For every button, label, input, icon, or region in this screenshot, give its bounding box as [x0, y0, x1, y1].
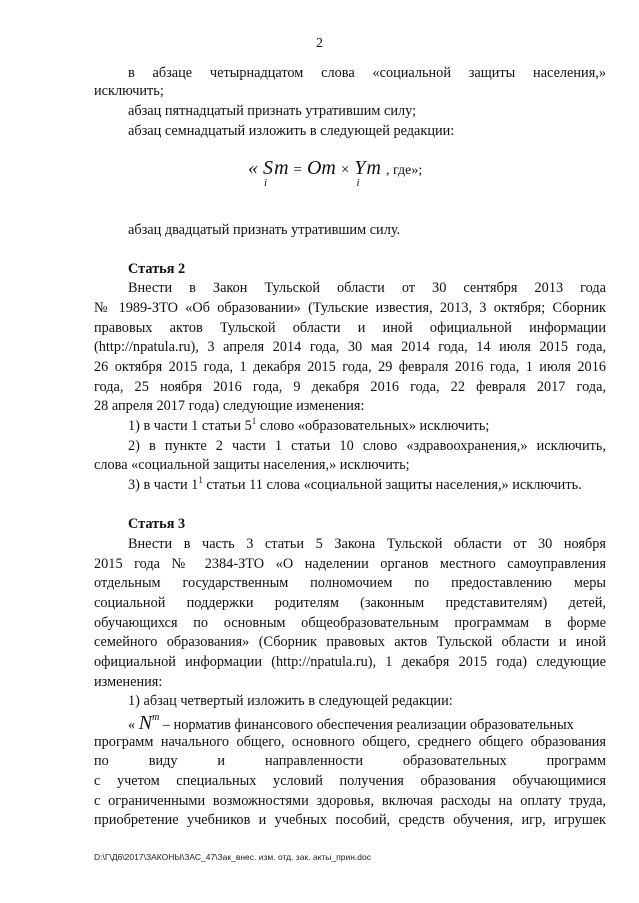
text-line: 2015 года № 2384-ЗТО «О наделении органов местного самоуправления — [94, 556, 606, 572]
text-line: 2) в пункте 2 части 1 статьи 10 слово «здравоохранения,» исключить, — [128, 438, 606, 454]
text-line: приобретение учебников и учебных пособий, средств обучения, игр, игрушек — [94, 812, 606, 828]
text-line: 26 октября 2015 года, 1 декабря 2015 года, 29 февраля 2016 года, 1 июля 2016 — [94, 359, 606, 375]
text-line: официальной информации (http://npatula.ru), 1 декабря 2015 года) следующие — [94, 654, 606, 670]
formula-s: S — [263, 157, 273, 179]
nm-letter: N — [138, 712, 153, 734]
article-heading: Статья 2 — [128, 261, 186, 277]
page-number: 2 — [316, 36, 323, 51]
text-line: обучающихся по основным общеобразовательным программам в форме — [94, 615, 606, 631]
text-line: абзац семнадцатый изложить в следующей редакции: — [128, 123, 455, 139]
text-line: 1) в части 1 статьи $5^1$ слово «образовательных» исключить; — [128, 416, 490, 434]
formula-open-quote: « — [248, 157, 258, 179]
text-line: социальной поддержки родителям (законным представителям) детей, — [94, 595, 606, 611]
text-line: семейного образования» (Сборник правовых актов Тульской области и иной — [94, 634, 606, 650]
text-line: слова «социальной защиты населения,» исключить; — [94, 457, 410, 473]
nm-open-quote: « — [128, 717, 136, 733]
text-line: абзац пятнадцатый признать утратившим силу; — [128, 103, 417, 119]
text-line: с ограниченными возможностями здоровья, включая расходы на оплату труда, — [94, 793, 606, 809]
formula-m1: m — [274, 157, 289, 179]
text-line: года, 25 ноября 2016 года, 9 декабря 2016 года, 22 февраля 2017 года, — [94, 379, 606, 395]
nm-superscript: m — [152, 712, 160, 723]
text-line: 3) в части $1^1$ статьи 11 слова «социальной защиты населения,» исключить. — [128, 475, 582, 493]
article-heading: Статья 3 — [128, 516, 186, 532]
text-line: отдельным государственным полномочием по предоставлению меры — [94, 575, 606, 591]
file-path-footer: D:\Г\Д6\2017\ЗАКОНЫ\ЗАС_47\Зак_внес. изм. отд. зак. акты_прин.doc — [94, 852, 371, 862]
text-line: № 1989-ЗТО «Об образовании» (Тульские известия, 2013, 3 октября; Сборник — [94, 300, 606, 316]
formula-m2: m — [366, 157, 381, 179]
text-line: абзац двадцатый признать утратившим силу. — [128, 222, 401, 238]
text-line: правовых актов Тульской области и иной официальной информации — [94, 320, 606, 336]
nm-definition-line — [128, 714, 606, 734]
formula-equals: = — [293, 162, 302, 178]
text-line: с учетом специальных условий получения образования обучающимися — [94, 773, 606, 789]
text-line: 28 апреля 2017 года) следующие изменения: — [94, 398, 365, 414]
formula-times: × — [340, 162, 350, 178]
text-line: Внести в Закон Тульской области от 30 сентября 2013 года — [128, 280, 606, 296]
text-line: (http://npatula.ru), 3 апреля 2014 года, 30 мая 2014 года, 14 июля 2015 года, — [94, 339, 606, 355]
text-line: 1) абзац четвертый изложить в следующей редакции: — [128, 693, 453, 709]
formula-y: Y — [354, 157, 366, 179]
text-line: в абзаце четырнадцатом слова «социальной защиты населения,» — [128, 65, 606, 81]
nm-definition-text: – норматив финансового обеспечения реализации образовательных — [162, 717, 574, 733]
text-line: программ начального общего, основного общего, среднего общего образования — [94, 734, 606, 750]
formula — [248, 157, 423, 189]
formula-y-subscript: i — [356, 177, 360, 189]
text-line: Внести в часть 3 статьи 5 Закона Тульской области от 30 ноября — [128, 536, 606, 552]
text-line: изменения: — [94, 674, 163, 690]
text-line: исключить; — [94, 83, 164, 99]
nm-symbol — [139, 712, 160, 734]
text-line: по виду и направленности образовательных программ — [94, 753, 606, 769]
formula-s-subscript: i — [264, 177, 268, 189]
formula-tail: , где»; — [385, 163, 423, 178]
formula-om: Om — [306, 157, 336, 179]
